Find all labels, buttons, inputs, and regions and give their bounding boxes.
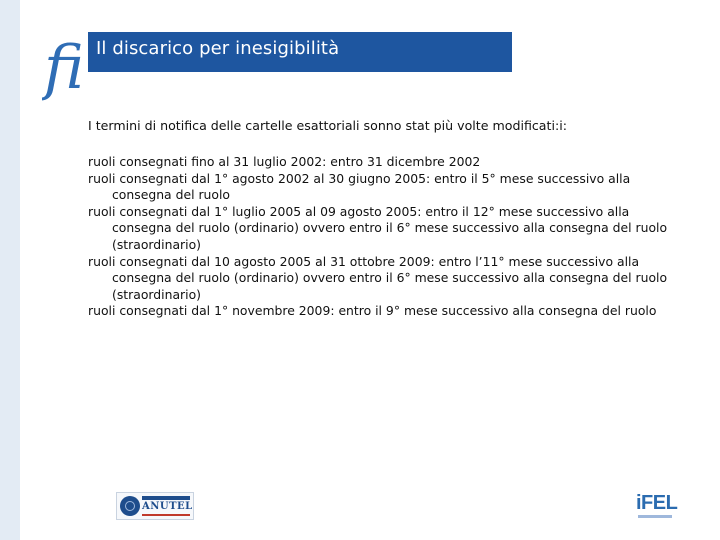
- list-item: ruoli consegnati dal 1° agosto 2002 al 30 giugno 2005: entro il 5° mese successivo alla consegna del ruolo: [88, 170, 631, 203]
- left-sidebar-strip: [0, 0, 20, 540]
- anutel-logo-text: ANUTEL: [142, 501, 193, 512]
- list-item: ruoli consegnati dal 1° novembre 2009: entro il 9° mese successivo alla consegna del ruolo: [88, 303, 657, 319]
- slide-title: Il discarico per inesigibilità: [96, 38, 340, 59]
- ifel-logo: [636, 492, 676, 522]
- anutel-seal-icon: [120, 496, 140, 516]
- anutel-underline: [142, 514, 190, 516]
- term-list: [88, 154, 668, 320]
- ifel-subline: [638, 515, 672, 518]
- anutel-top-strip: [142, 496, 190, 500]
- list-item: ruoli consegnati dal 10 agosto 2005 al 31 ottobre 2009: entro l’11° mese successivo alla consegna del ruolo (ordinario) ovvero entro il 6° mese successivo alla consegna del ruolo (straordinario): [88, 253, 668, 302]
- list-item: ruoli consegnati dal 1° luglio 2005 al 09 agosto 2005: entro il 12° mese successivo alla consegna del ruolo (ordinario) ovvero entro il 6° mese successivo alla consegna del ruolo (straordinario): [88, 203, 668, 252]
- fi-logo-text: fi: [44, 33, 85, 102]
- ifel-logo-text: iFEL: [636, 492, 678, 514]
- title-bar: [88, 32, 512, 72]
- anutel-logo: [116, 492, 194, 520]
- intro-text: I termini di notifica delle cartelle esattoriali sonno stat più volte modificati:i:: [88, 118, 567, 133]
- list-item: ruoli consegnati fino al 31 luglio 2002: entro 31 dicembre 2002: [88, 154, 481, 169]
